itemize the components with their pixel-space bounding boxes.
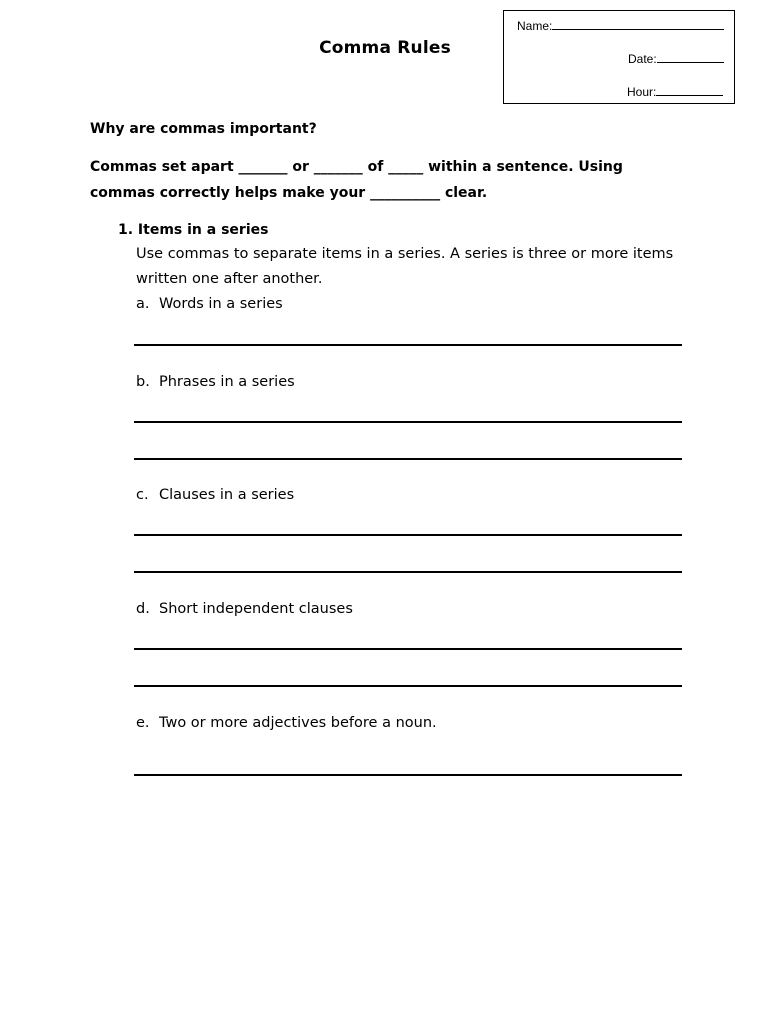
sub-item-independent-clauses: [136, 601, 353, 617]
answer-line-adjectives-1[interactable]: [134, 774, 682, 776]
sub-item-label: Two or more adjectives before a noun.: [159, 715, 437, 731]
date-label: Date:: [628, 52, 657, 66]
intro-line-2: commas correctly helps make your __________ clear.: [90, 185, 488, 201]
date-blank[interactable]: [657, 51, 724, 63]
sub-item-letter: e.: [136, 715, 150, 731]
answer-line-phrases-1[interactable]: [134, 421, 682, 423]
answer-line-independent-2[interactable]: [134, 685, 682, 687]
question-heading: Why are commas important?: [90, 121, 317, 137]
student-info-box: [503, 10, 735, 104]
section-1-desc-line-1: Use commas to separate items in a series. A series is three or more items: [136, 246, 674, 262]
answer-line-clauses-1[interactable]: [134, 534, 682, 536]
sub-item-letter: b.: [136, 374, 150, 390]
name-field[interactable]: [517, 18, 724, 33]
hour-label: Hour:: [627, 85, 657, 99]
answer-line-independent-1[interactable]: [134, 648, 682, 650]
intro-line-1: Commas set apart _______ or _______ of _____ within a sentence. Using: [90, 159, 623, 175]
sub-item-words: [136, 296, 283, 312]
date-field[interactable]: [628, 51, 724, 66]
sub-item-clauses: [136, 487, 294, 503]
sub-item-label: Short independent clauses: [159, 601, 353, 617]
answer-line-words-1[interactable]: [134, 344, 682, 346]
page-title: Comma Rules: [319, 38, 451, 58]
sub-item-letter: c.: [136, 487, 149, 503]
section-1-desc-line-2: written one after another.: [136, 271, 323, 287]
hour-blank[interactable]: [656, 84, 723, 96]
hour-field[interactable]: [627, 84, 723, 99]
answer-line-phrases-2[interactable]: [134, 458, 682, 460]
answer-line-clauses-2[interactable]: [134, 571, 682, 573]
sub-item-adjectives: [136, 715, 437, 731]
sub-item-label: Clauses in a series: [159, 487, 295, 503]
sub-item-phrases: [136, 374, 295, 390]
sub-item-letter: a.: [136, 296, 150, 312]
sub-item-letter: d.: [136, 601, 150, 617]
sub-item-label: Words in a series: [159, 296, 283, 312]
name-blank[interactable]: [552, 18, 724, 30]
section-1-heading: 1. Items in a series: [118, 222, 269, 238]
name-label: Name:: [517, 19, 553, 33]
sub-item-label: Phrases in a series: [159, 374, 295, 390]
